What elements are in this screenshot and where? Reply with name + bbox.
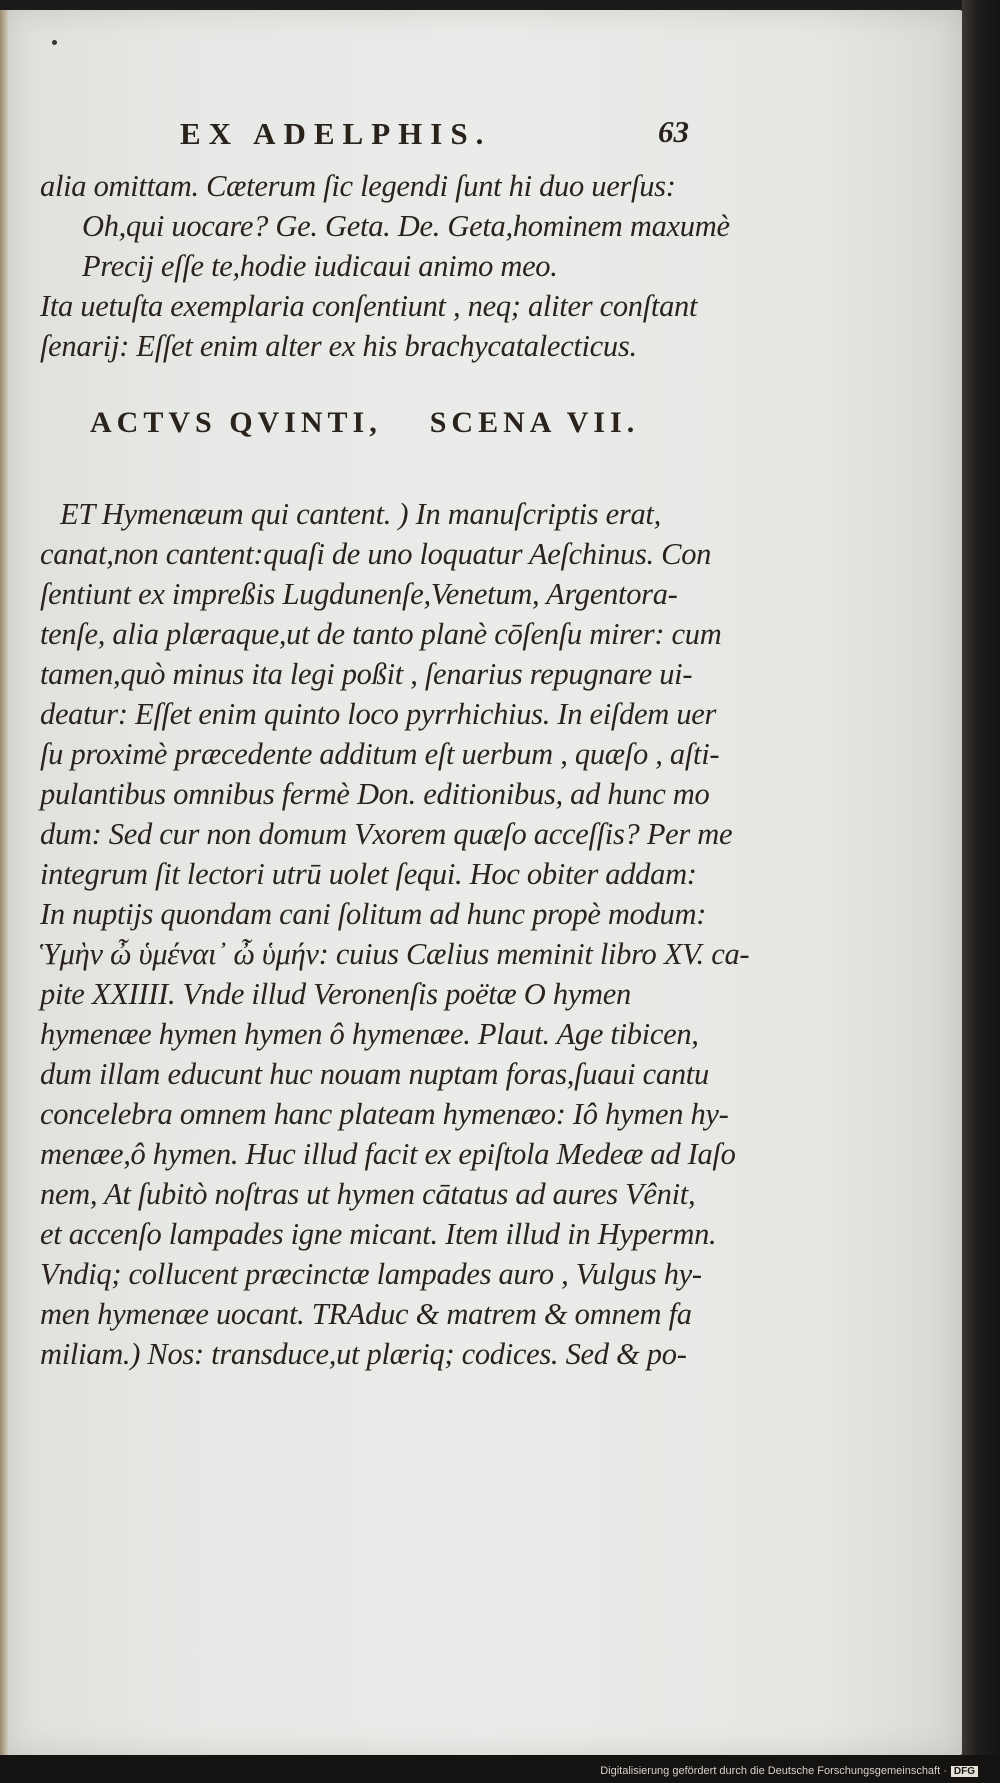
text-line: integrum ſit lectori utrū uolet ſequi. Hoc obiter addam:	[40, 857, 697, 891]
text-line: hymenæe hymen hymen ô hymenæe. Plaut. Age tibicen,	[40, 1017, 699, 1051]
running-head	[180, 116, 740, 156]
running-head-title: EX ADELPHIS.	[180, 116, 492, 151]
text-line: nem, At ſubitò noſtras ut hymen cātatus ad aures Vênit,	[40, 1177, 696, 1211]
text-line: Ὑμὴν ὦ ὑμέναι᾽ ὦ ὑμήν: cuius Cælius meminit libro XV. ca-	[40, 937, 750, 971]
text-line: menæe,ô hymen. Huc illud facit ex epiſtola Medeæ ad Iaſo	[40, 1137, 736, 1171]
verse-line: Oh,qui uocare? Ge. Geta. De. Geta,hominem maxumè	[82, 209, 730, 243]
text-line: ſentiunt ex impreßis Lugdunenſe,Venetum, Argentora-	[40, 577, 678, 611]
act-label: ACTVS QVINTI,	[90, 406, 382, 439]
ink-spot	[52, 40, 57, 45]
text-line: canat,non cantent:quaſi de uno loquatur Aeſchinus. Con	[40, 537, 712, 571]
dfg-logo: DFG	[951, 1766, 978, 1777]
text-line: Vndiq; collucent præcinctæ lampades auro , Vulgus hy-	[40, 1257, 702, 1291]
scene-label: SCENA VII.	[429, 406, 640, 439]
binding-shadow	[962, 0, 1000, 1783]
verse-line: Precij eſſe te,hodie iudicaui animo meo.	[82, 249, 558, 283]
text-line: miliam.) Nos: transduce,ut plæriq; codices. Sed & po-	[40, 1337, 687, 1371]
text-line: deatur: Eſſet enim quinto loco pyrrhichius. In eiſdem uer	[40, 697, 717, 731]
text-line: pite XXIIII. Vnde illud Veronenſis poëtæ O hymen	[40, 977, 631, 1011]
text-line: dum: Sed cur non domum Vxorem quæſo acceſſis? Per me	[40, 817, 733, 851]
text-line: concelebra omnem hanc plateam hymenæo: Iô hymen hy-	[40, 1097, 729, 1131]
page-left-edge	[0, 10, 8, 1755]
text-line: In nuptijs quondam cani ſolitum ad hunc propè modum:	[40, 897, 707, 931]
text-line: Ita uetuſta exemplaria conſentiunt , neq; aliter conſtant	[40, 289, 698, 323]
digitization-credit	[600, 1765, 978, 1777]
text-line: dum illam educunt huc nouam nuptam foras,ſuaui cantu	[40, 1057, 709, 1091]
scene-heading	[90, 406, 730, 450]
text-line: ſenarij: Eſſet enim alter ex his brachycatalecticus.	[40, 329, 637, 363]
text-line: ſu proximè præcedente additum eſt uerbum , quæſo , aſti-	[40, 737, 720, 771]
page-number: 63	[658, 114, 689, 149]
text-line: alia omittam. Cæterum ſic legendi ſunt hi duo uerſus:	[40, 169, 676, 203]
text-line: et accenſo lampades igne micant. Item illud in Hypermn.	[40, 1217, 717, 1251]
text-line: ET Hymenæum qui cantent. ) In manuſcriptis erat,	[60, 497, 661, 531]
text-line: men hymenæe uocant. TRAduc & matrem & omnem fa	[40, 1297, 692, 1331]
text-line: tamen,quò minus ita legi poßit , ſenarius repugnare ui-	[40, 657, 693, 691]
text-line: pulantibus omnibus fermè Don. editionibus, ad hunc mo	[40, 777, 710, 811]
credit-text: Digitalisierung gefördert durch die Deutsche Forschungsgemeinschaft ·	[600, 1765, 947, 1777]
text-line: tenſe, alia plæraque,ut de tanto planè cōſenſu mirer: cum	[40, 617, 722, 651]
